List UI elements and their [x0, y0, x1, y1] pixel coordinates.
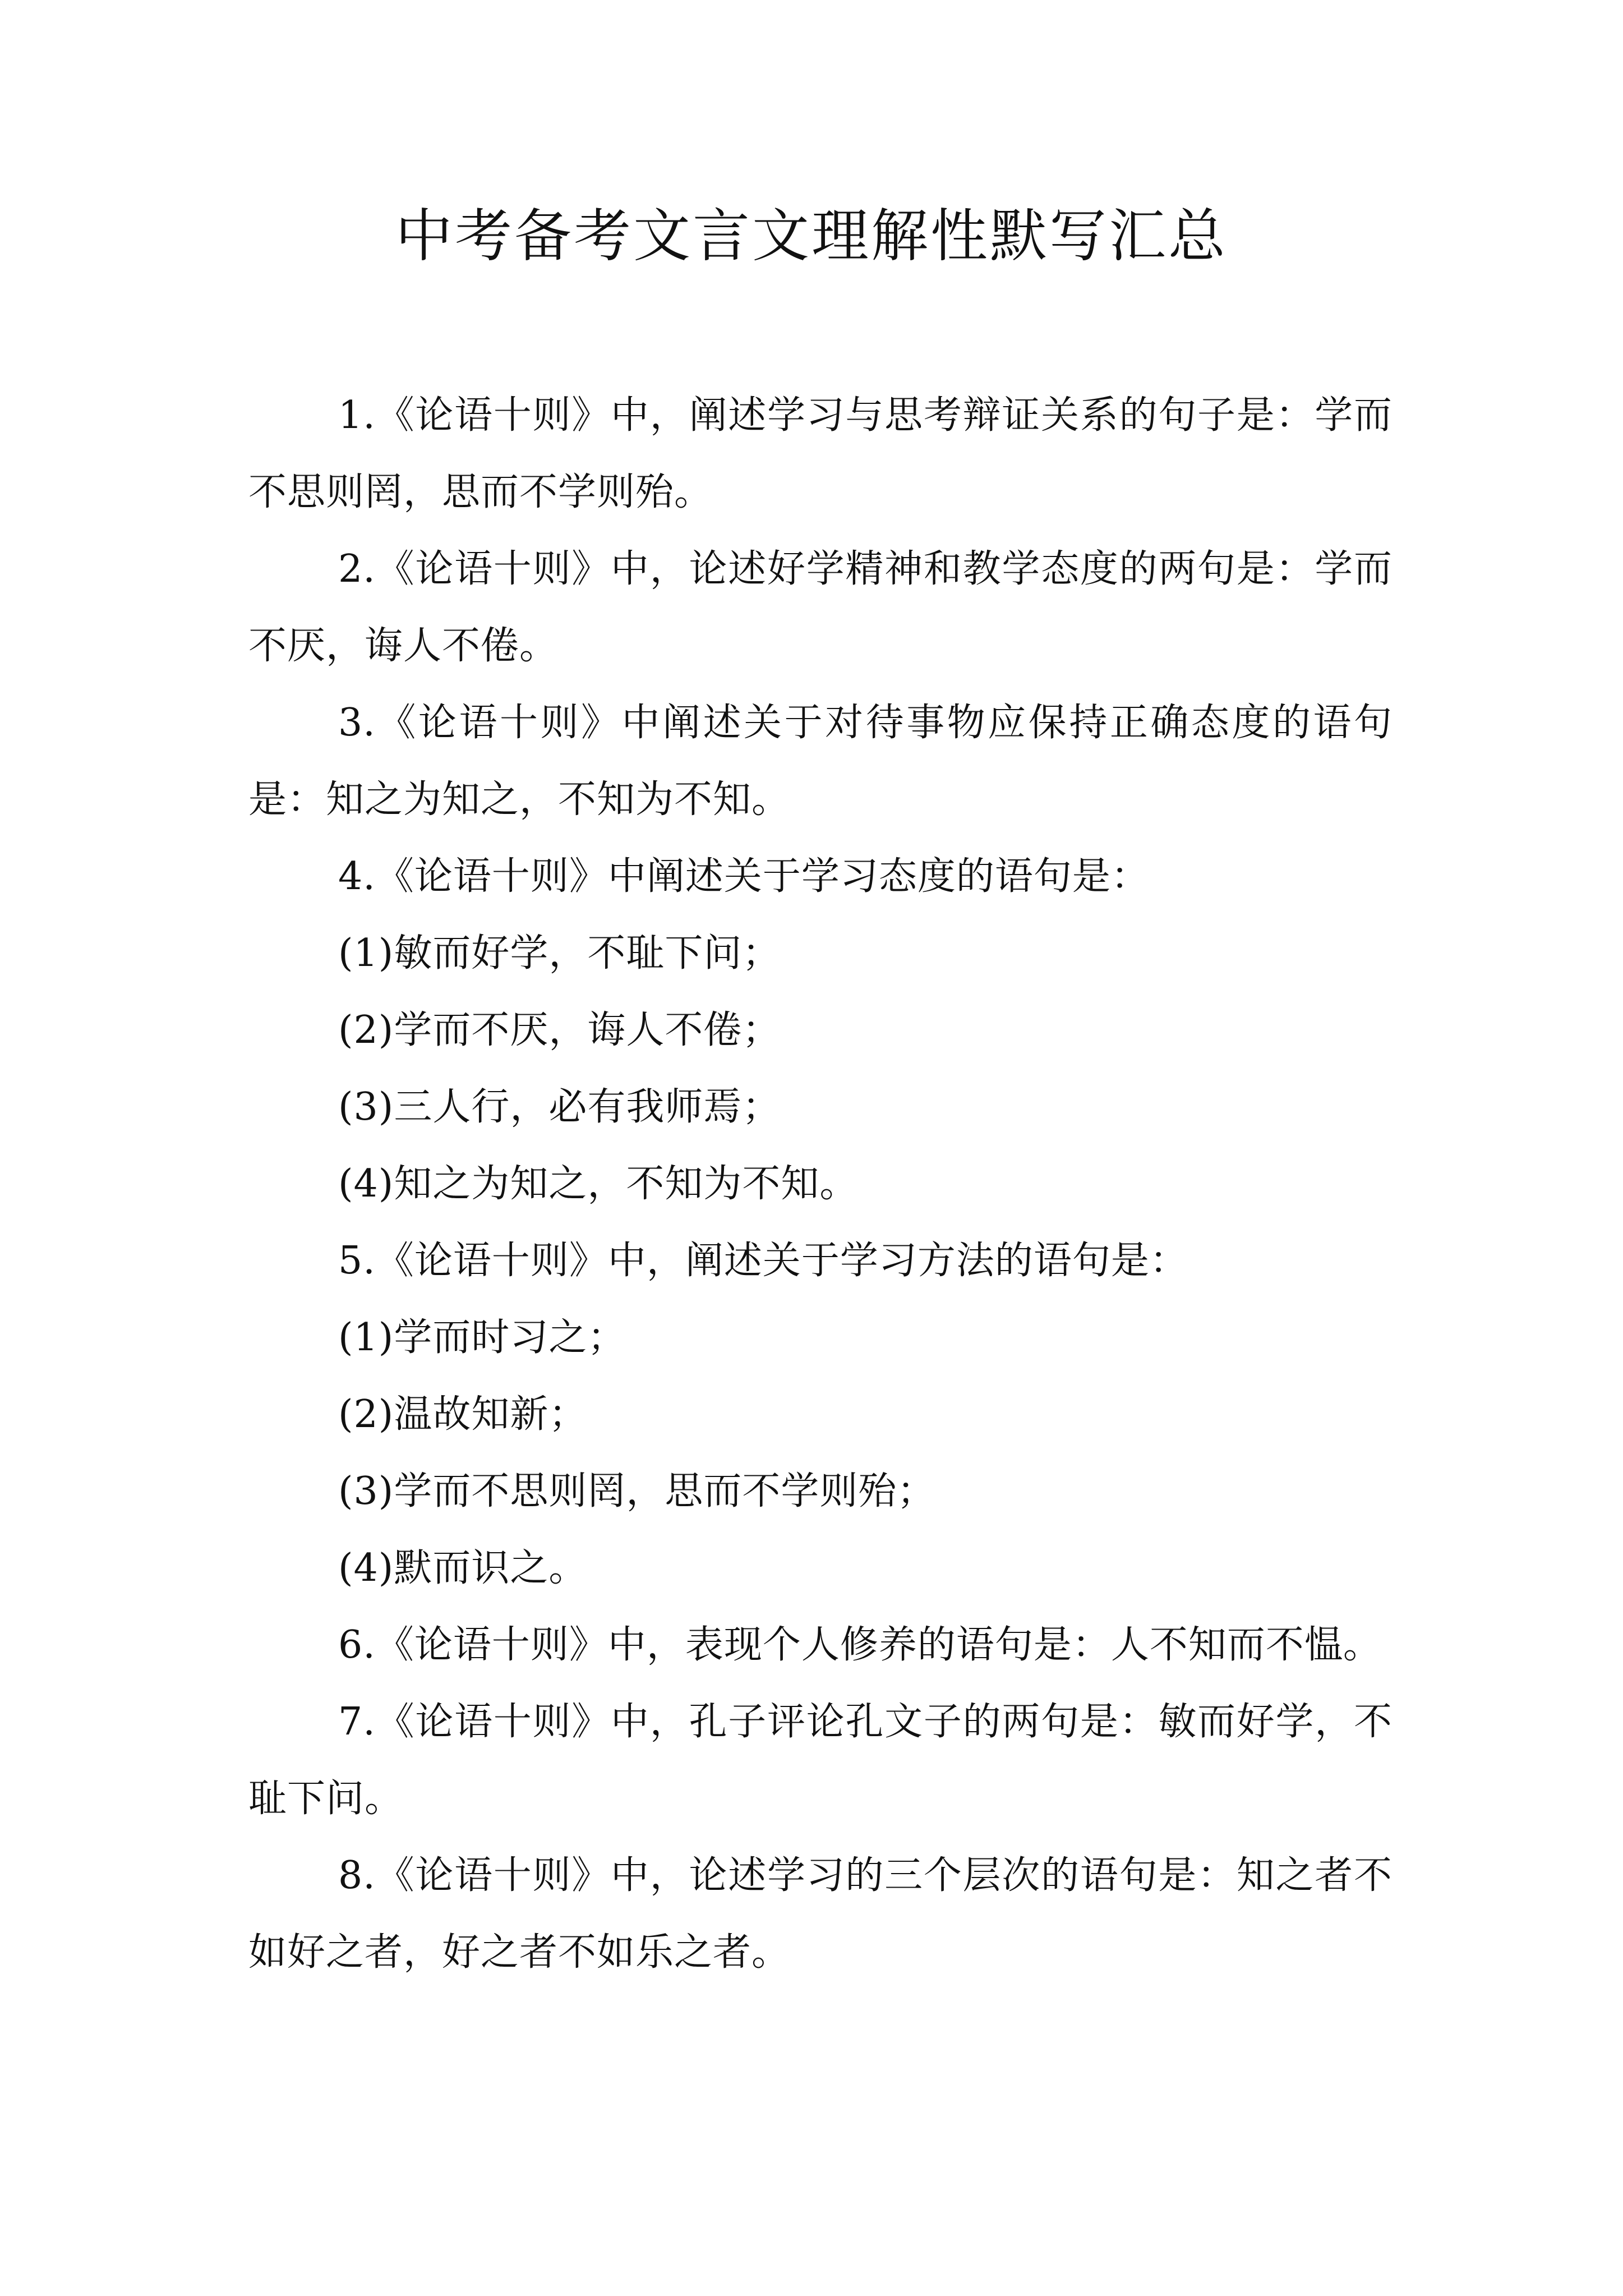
item-4-sub-3: (3)三人行，必有我师焉；: [338, 1085, 781, 1129]
item-4: 4.《论语十则》中阐述关于学习态度的语句是：: [338, 854, 1150, 899]
item-1: 1.《论语十则》中，阐述学习与思考辩证关系的句子是：学而不思则罔，思而不学则殆。: [248, 393, 1393, 514]
item-5-sub-3: (3)学而不思则罔，思而不学则殆；: [338, 1469, 936, 1513]
item-4-sub-4: (4)知之为知之，不知为不知。: [338, 1162, 859, 1206]
item-4-sub-1: (1)敏而好学，不耻下问；: [338, 931, 781, 976]
document-title: 中考备考文言文理解性默写汇总: [395, 203, 1228, 270]
item-5-sub-1: (1)学而时习之；: [338, 1315, 626, 1360]
item-5: 5.《论语十则》中，阐述关于学习方法的语句是：: [338, 1239, 1188, 1283]
item-7: 7.《论语十则》中，孔子评论孔文子的两句是：敏而好学，不耻下问。: [248, 1700, 1393, 1821]
item-3: 3.《论语十则》中阐述关于对待事物应保持正确态度的语句是：知之为知之，不知为不知。: [248, 701, 1393, 822]
document-body: [248, 377, 1393, 1991]
item-6: 6.《论语十则》中，表现个人修养的语句是：人不知而不愠。: [338, 1623, 1382, 1667]
item-2: 2.《论语十则》中，论述好学精神和教学态度的两句是：学而不厌，诲人不倦。: [248, 547, 1393, 668]
item-8: 8.《论语十则》中，论述学习的三个层次的语句是：知之者不如好之者，好之者不如乐之者。: [248, 1853, 1393, 1975]
item-5-sub-4: (4)默而识之。: [338, 1546, 588, 1590]
item-5-sub-2: (2)温故知新；: [338, 1392, 588, 1437]
item-4-sub-2: (2)学而不厌，诲人不倦；: [338, 1008, 781, 1052]
